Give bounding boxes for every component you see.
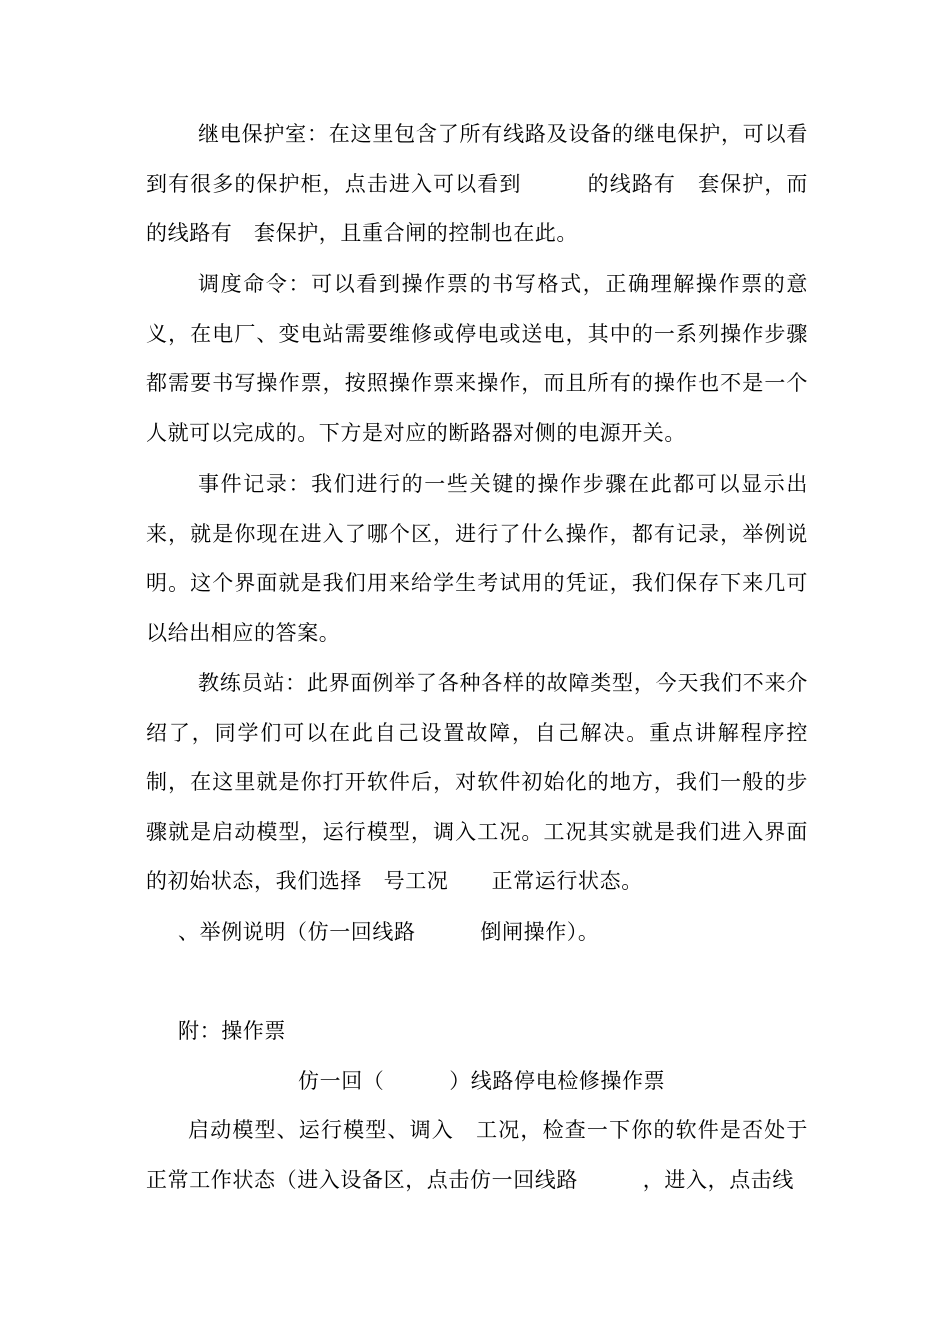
paragraph-relay-protection-room: 继电保护室：在这里包含了所有线路及设备的继电保护，可以看到有很多的保护柜，点击进入可以看到 的线路有 套保护，而 的线路有 套保护，且重合闸的控制也在此。	[146, 122, 873, 245]
example-heading: 、举例说明（仿一回线路 倒闸操作）。	[178, 920, 600, 944]
paragraph-ticket-instructions: 启动模型、运行模型、调入 工况，检查一下你的软件是否处于正常工作状态（进入设备区，点击仿一回线路 ，进入，点击线	[146, 1118, 808, 1192]
paragraph-instructor-station: 教练员站：此界面例举了各种各样的故障类型，今天我们不来介绍了，同学们可以在此自己设置故障，自己解决。重点讲解程序控制，在这里就是你打开软件后，对软件初始化的地方，我们一般的步骤就是启动模型，运行模型，调入工况。工况其实就是我们进入界面的初始状态，我们选择 号工况 正常运行状态。	[146, 671, 808, 893]
appendix-label: 附：操作票	[178, 1019, 286, 1043]
operation-ticket-title: 仿一回（ ）线路停电检修操作票	[298, 1069, 666, 1093]
paragraph-event-log: 事件记录：我们进行的一些关键的操作步骤在此都可以显示出来，就是你现在进入了哪个区，进行了什么操作，都有记录，举例说明。这个界面就是我们用来给学生考试用的凭证，我们保存下来几可以给出相应的答案。	[146, 472, 808, 645]
paragraph-dispatch-command: 调度命令：可以看到操作票的书写格式，正确理解操作票的意义，在电厂、变电站需要维修或停电或送电，其中的一系列操作步骤都需要书写操作票，按照操作票来操作，而且所有的操作也不是一个人就可以完成的。下方是对应的断路器对侧的电源开关。	[146, 272, 808, 445]
